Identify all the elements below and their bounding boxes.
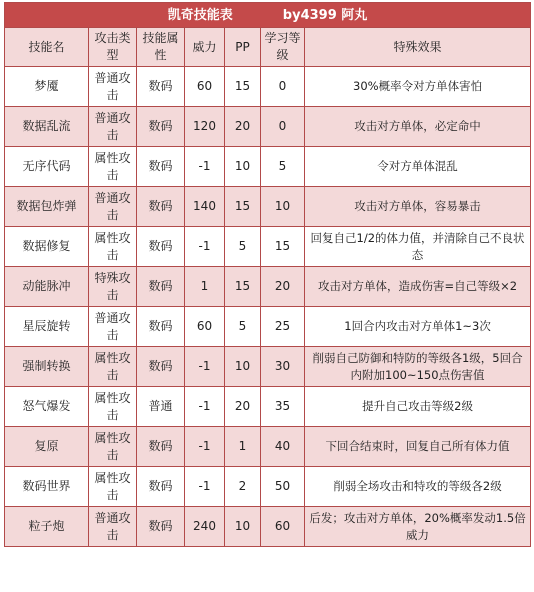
cell-skill-attr: 数码 [137,347,185,387]
cell-learn-level: 5 [261,147,305,187]
cell-pp: 15 [225,187,261,227]
header-power: 威力 [185,28,225,67]
cell-skill-attr: 数码 [137,147,185,187]
cell-attack-type: 属性攻击 [89,347,137,387]
table-row [5,187,531,227]
cell-skill-attr: 数码 [137,467,185,507]
title-main: 凯奇技能表 [167,7,233,23]
cell-skill-name: 数码世界 [5,467,89,507]
cell-special-effect: 后发；攻击对方单体，20%概率发动1.5倍威力 [305,507,531,547]
cell-power: -1 [185,467,225,507]
cell-skill-attr: 数码 [137,507,185,547]
cell-special-effect: 令对方单体混乱 [305,147,531,187]
cell-skill-name: 数据乱流 [5,107,89,147]
cell-power: 120 [185,107,225,147]
cell-skill-name: 数据修复 [5,227,89,267]
title-author: by4399 阿丸 [282,7,368,23]
cell-skill-attr: 数码 [137,427,185,467]
cell-attack-type: 普通攻击 [89,107,137,147]
header-skill-name: 技能名 [5,28,89,67]
cell-attack-type: 普通攻击 [89,187,137,227]
skill-table-container [4,2,530,547]
cell-special-effect: 1回合内攻击对方单体1~3次 [305,307,531,347]
cell-power: 60 [185,307,225,347]
cell-pp: 10 [225,507,261,547]
table-row [5,387,531,427]
cell-pp: 10 [225,147,261,187]
cell-power: 140 [185,187,225,227]
cell-attack-type: 属性攻击 [89,227,137,267]
cell-power: 60 [185,67,225,107]
header-skill-attr: 技能属性 [137,28,185,67]
table-row [5,147,531,187]
table-header-row [5,28,531,67]
cell-skill-attr: 数码 [137,187,185,227]
cell-skill-name: 粒子炮 [5,507,89,547]
cell-power: -1 [185,387,225,427]
table-row [5,67,531,107]
table-row [5,307,531,347]
cell-skill-name: 怒气爆发 [5,387,89,427]
cell-skill-name: 数据包炸弹 [5,187,89,227]
cell-special-effect: 攻击对方单体，造成伤害=自己等级×2 [305,267,531,307]
cell-power: -1 [185,347,225,387]
table-row [5,227,531,267]
cell-skill-name: 无序代码 [5,147,89,187]
cell-learn-level: 0 [261,67,305,107]
cell-power: 240 [185,507,225,547]
cell-learn-level: 0 [261,107,305,147]
header-learn-level: 学习等级 [261,28,305,67]
cell-power: -1 [185,147,225,187]
cell-special-effect: 削弱自己防御和特防的等级各1级，5回合内附加100~150点伤害值 [305,347,531,387]
cell-pp: 5 [225,227,261,267]
cell-special-effect: 攻击对方单体，容易暴击 [305,187,531,227]
cell-special-effect: 回复自己1/2的体力值，并清除自己不良状态 [305,227,531,267]
table-row [5,107,531,147]
table-row [5,467,531,507]
cell-attack-type: 普通攻击 [89,507,137,547]
cell-skill-name: 动能脉冲 [5,267,89,307]
cell-pp: 20 [225,107,261,147]
table-title-row [5,3,531,28]
header-special-effect: 特殊效果 [305,28,531,67]
cell-learn-level: 20 [261,267,305,307]
skill-table [4,2,531,547]
cell-skill-name: 梦魇 [5,67,89,107]
cell-power: 1 [185,267,225,307]
cell-learn-level: 35 [261,387,305,427]
table-row [5,347,531,387]
table-row [5,507,531,547]
cell-attack-type: 属性攻击 [89,387,137,427]
cell-attack-type: 普通攻击 [89,67,137,107]
cell-special-effect: 攻击对方单体，必定命中 [305,107,531,147]
table-title [5,3,531,28]
cell-special-effect: 30%概率令对方单体害怕 [305,67,531,107]
cell-pp: 5 [225,307,261,347]
cell-pp: 15 [225,67,261,107]
cell-skill-attr: 数码 [137,267,185,307]
cell-learn-level: 15 [261,227,305,267]
cell-learn-level: 60 [261,507,305,547]
cell-special-effect: 削弱全场攻击和特攻的等级各2级 [305,467,531,507]
cell-learn-level: 50 [261,467,305,507]
cell-attack-type: 属性攻击 [89,147,137,187]
cell-power: -1 [185,427,225,467]
cell-learn-level: 25 [261,307,305,347]
cell-pp: 1 [225,427,261,467]
table-row [5,427,531,467]
cell-skill-attr: 数码 [137,227,185,267]
header-attack-type: 攻击类型 [89,28,137,67]
table-row [5,267,531,307]
cell-special-effect: 提升自己攻击等级2级 [305,387,531,427]
cell-pp: 20 [225,387,261,427]
cell-learn-level: 10 [261,187,305,227]
cell-skill-attr: 数码 [137,67,185,107]
cell-power: -1 [185,227,225,267]
cell-attack-type: 属性攻击 [89,427,137,467]
cell-skill-attr: 数码 [137,307,185,347]
cell-attack-type: 普通攻击 [89,307,137,347]
cell-learn-level: 40 [261,427,305,467]
cell-pp: 15 [225,267,261,307]
cell-pp: 10 [225,347,261,387]
cell-attack-type: 属性攻击 [89,467,137,507]
cell-skill-name: 星辰旋转 [5,307,89,347]
cell-learn-level: 30 [261,347,305,387]
cell-attack-type: 特殊攻击 [89,267,137,307]
cell-pp: 2 [225,467,261,507]
cell-skill-attr: 普通 [137,387,185,427]
cell-skill-name: 复原 [5,427,89,467]
cell-special-effect: 下回合结束时，回复自己所有体力值 [305,427,531,467]
cell-skill-attr: 数码 [137,107,185,147]
cell-skill-name: 强制转换 [5,347,89,387]
header-pp: PP [225,28,261,67]
